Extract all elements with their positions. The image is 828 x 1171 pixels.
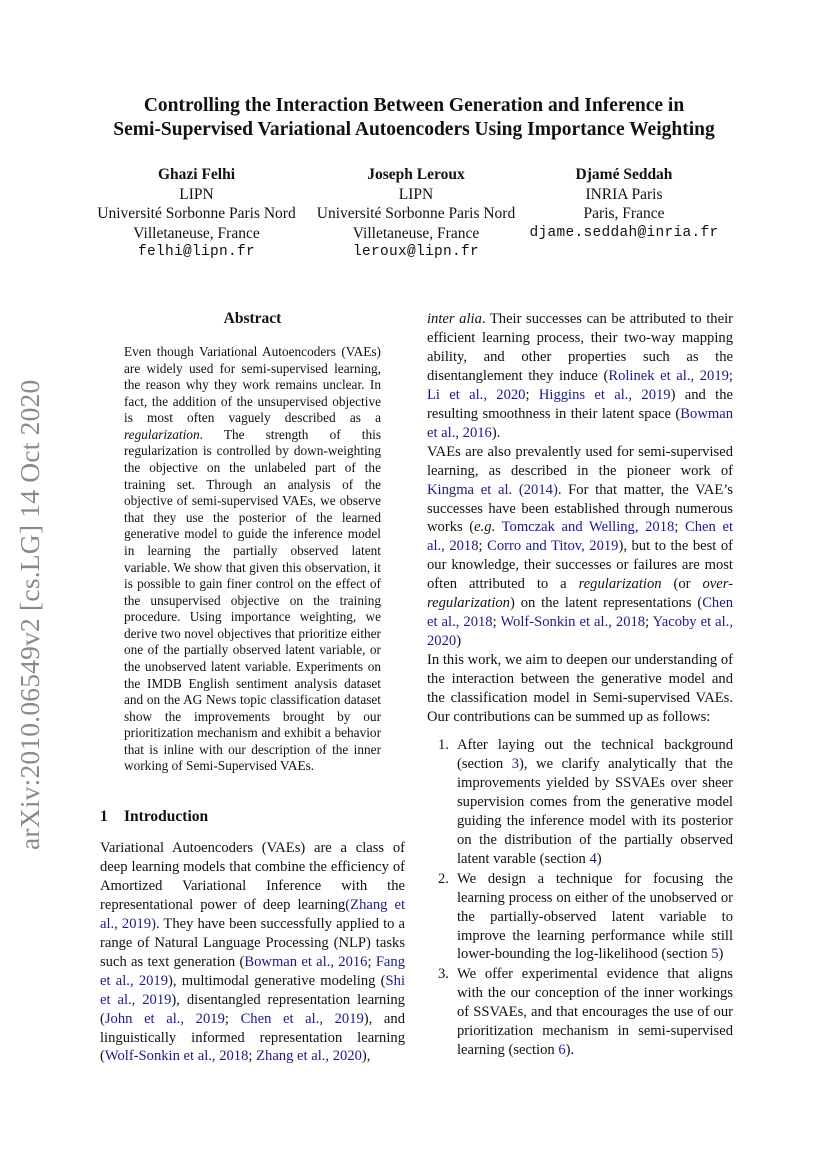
author-block-2	[307, 165, 525, 263]
citation-link[interactable]: Bowman et al., 2016	[427, 405, 733, 441]
citation-link[interactable]: Yacoby et al., 2020	[427, 614, 733, 650]
section-heading-introduction: 1 Introduction	[100, 808, 209, 825]
citation-link[interactable]: Chen et al., 2019	[240, 1010, 364, 1027]
paragraph-semi-supervised: VAEs are also prevalently used for semi-supervised learning, as described in the pioneer work of Kingma et al. (2014). For that matter, the VAE’s successes have been established through numerous works (e.g. Tomczak and Welling, 2018; Chen et al., 2018; Corro and Titov, 2019), but to the best of our knowledge, their successes or failures are most often attributed to a regularization (or over-regularization) on the latent representations (Chen et al., 2018; Wolf-Sonkin et al., 2018; Yacoby et al., 2020)	[427, 443, 734, 650]
abstract-heading: Abstract	[223, 310, 282, 327]
author-institution: Université Sorbonne Paris Nord	[316, 205, 516, 222]
section-ref-link[interactable]: 5	[711, 946, 719, 963]
citation-link[interactable]: Tomczak and Welling, 2018	[501, 519, 675, 536]
arxiv-stamp: arXiv:2010.06549v2 [cs.LG] 14 Oct 2020	[14, 379, 45, 850]
citation-link[interactable]: Chen et al., 2018	[427, 519, 734, 555]
author-name: Joseph Leroux	[367, 166, 465, 183]
citation-link[interactable]: Wolf-Sonkin et al., 2018	[500, 614, 646, 631]
paragraph-successes: inter alia. Their successes can be attributed to their efficient learning process, their two-way mapping ability, and other properties such as the disentanglement they induce (Rolinek et al., 2019; Li et al., 2020; Higgins et al., 2019) and the resulting smoothness in their latent space (Bowman et al., 2016).	[427, 311, 734, 441]
author-institution: Paris, France	[583, 205, 665, 222]
list-item: 1. After laying out the technical background (section 3), we clarify analytically that the improvements yielded by SSVAEs over sheer supervision comes from the generative model guiding the inference model with its posterior on the distribution of the partially observed latent varable (section 4)	[438, 736, 733, 867]
introduction-paragraph: Variational Autoencoders (VAEs) are a class of deep learning models that combine the efficiency of Amortized Variational Inference with the representational power of deep learning(Zhang et al., 2019). They have been successfully applied to a range of Natural Language Processing (NLP) tasks such as text generation (Bowman et al., 2016; Fang et al., 2019), multimodal generative modeling (Shi et al., 2019), disentangled representation learning (John et al., 2019; Chen et al., 2019), and linguistically informed representation learning (Wolf-Sonkin et al., 2018; Zhang et al., 2020),	[100, 840, 405, 1065]
title-line-1: Controlling the Interaction Between Generation and Inference in	[143, 95, 685, 116]
citation-link[interactable]: Higgins et al., 2019	[538, 386, 671, 403]
citation-link[interactable]: Corro and Titov, 2019	[487, 538, 619, 555]
author-email[interactable]: felhi@lipn.fr	[137, 244, 256, 260]
citation-link[interactable]: Zhang et al., 2020	[256, 1048, 362, 1065]
author-location: Villetaneuse, France	[352, 224, 480, 242]
citation-link[interactable]: Bowman et al., 2016	[244, 953, 368, 970]
author-affiliation: LIPN	[398, 185, 434, 203]
list-item: 3. We offer experimental evidence that aligns with the our conception of the inner workings of SSVAEs, and that encourages the use of our prioritization mechanism in semi-supervised learning (section 6).	[438, 966, 733, 1059]
contributions-list	[427, 736, 733, 1060]
citation-link[interactable]: (Zhang et al., 2019)	[100, 896, 405, 932]
citation-link[interactable]: Wolf-Sonkin et al., 2018	[104, 1048, 249, 1065]
citation-link[interactable]: Kingma et al. (2014)	[427, 481, 558, 498]
author-location: Villetaneuse, France	[133, 224, 260, 242]
author-affiliation: INRIA Paris	[585, 185, 663, 203]
author-name: Djamé Seddah	[575, 166, 673, 183]
paragraph-contributions: In this work, we aim to deepen our understanding of the interaction between the generative model and the classification model in Semi-supervised VAEs. Our contributions can be summed up as follows:	[427, 652, 733, 726]
author-email[interactable]: leroux@lipn.fr	[352, 244, 480, 260]
author-email[interactable]: djame.seddah@inria.fr	[529, 224, 719, 241]
author-institution: Université Sorbonne Paris Nord	[97, 205, 296, 222]
author-block-3	[516, 165, 732, 243]
section-ref-link[interactable]: 4	[589, 850, 597, 867]
abstract-body: Even though Variational Autoencoders (VAEs) are widely used for semi-supervised learning, the reason why they work remains unclear. In fact, the addition of the unsupervised objective is most often vaguely described as a regularization. The strength of this regularization is controlled by down-weighting the objective on the unlabeled part of the training set. Through an analysis of the objective of semi-supervised VAEs, we observe that they use the posterior of the learned generative model to guide the inference model in learning the partially observed latent variable. We show that given this observation, it is possible to gain finer control on the effect of the unsupervised objective on the training procedure. Using importance weighting, we derive two novel objectives that prioritize either one of the partially observed latent variable, or the unobserved latent variable. Experiments on the IMDB English sentiment analysis dataset and on the AG News topic classification dataset show the improvements brought by our prioritization mechanism and exhibit a behavior that is inline with our description of the inner working of Semi-Supervised VAEs.	[124, 344, 381, 774]
section-ref-link[interactable]: 6	[558, 1042, 566, 1059]
citation-link[interactable]: Rolinek et al., 2019	[608, 367, 729, 384]
citation-link[interactable]: Fang et al., 2019	[100, 953, 405, 989]
title-line-2: Semi-Supervised Variational Autoencoders Using Importance Weighting	[113, 119, 715, 140]
citation-link[interactable]: Shi et al., 2019	[100, 972, 405, 1008]
author-affiliation: LIPN	[179, 185, 214, 203]
citation-link[interactable]: Chen et al., 2018	[427, 595, 733, 631]
citation-link[interactable]: Li et al., 2020	[427, 386, 526, 403]
right-column	[427, 310, 733, 1061]
author-name: Ghazi Felhi	[157, 166, 236, 183]
citation-link[interactable]: John et al., 2019	[104, 1010, 225, 1027]
section-ref-link[interactable]: 3	[511, 755, 520, 772]
paper-title	[0, 94, 828, 142]
author-block-1	[84, 165, 309, 263]
list-item: 2. We design a technique for focusing the learning process on either of the unobserved or the partially-observed latent variable to improve the learning performance while still lower-bounding the log-likelihood (section 5)	[438, 870, 733, 963]
